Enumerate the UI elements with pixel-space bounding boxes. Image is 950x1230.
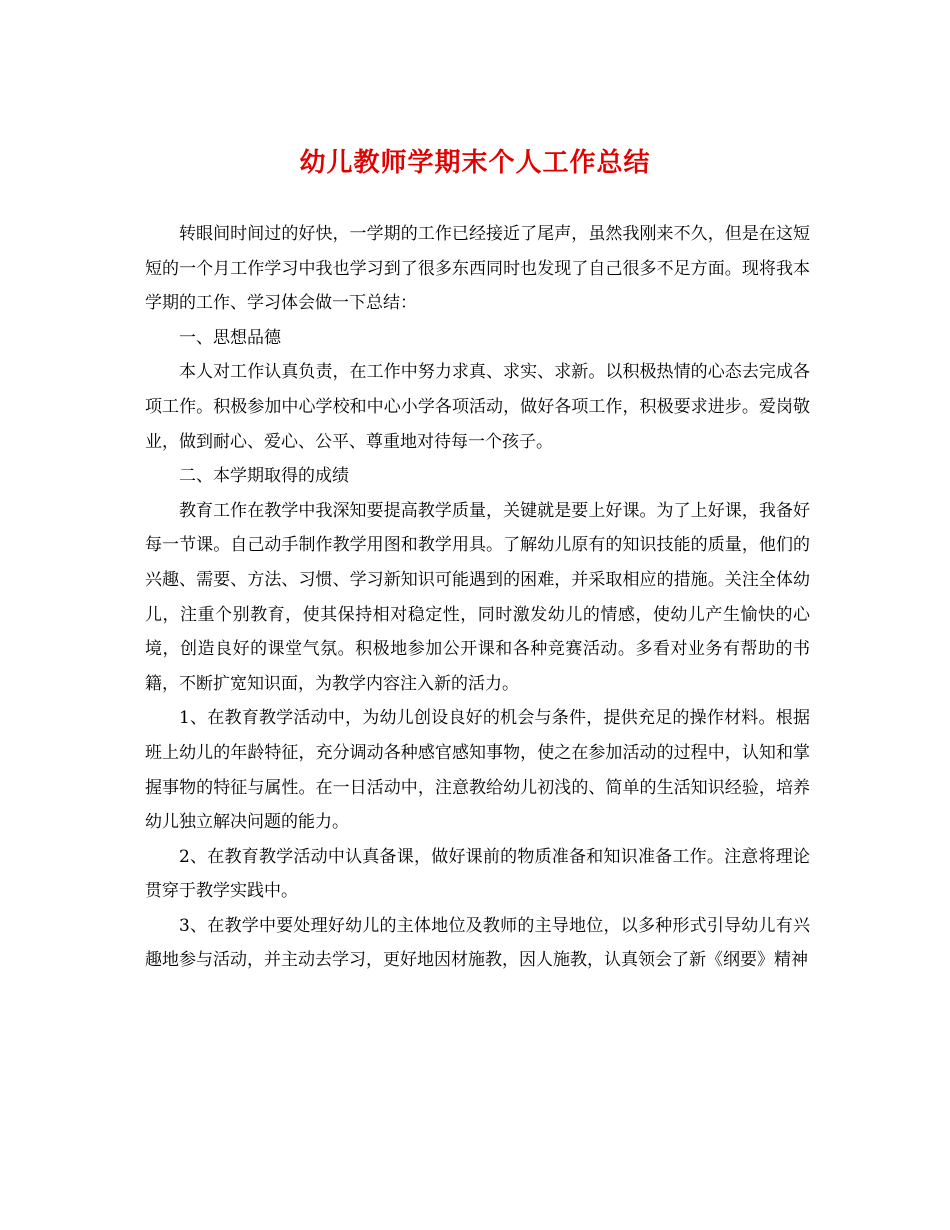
paragraph-ideology: 本人对工作认真负责，在工作中努力求真、求实、求新。以积极热情的心态去完成各项工作。积极参加中心学校和中心小学各项活动，做好各项工作，积极要求进步。爱岗敬业，做到耐心、爱心、公平、尊重地对待每一个孩子。	[145, 362, 810, 452]
paragraph-teaching: 教育工作在教学中我深知要提高教学质量，关键就是要上好课。为了上好课，我备好每一节课。自己动手制作教学用图和教学用具。了解幼儿原有的知识技能的质量，他们的兴趣、需要、方法、习惯、学习新知识可能遇到的困难，并采取相应的措施。关注全体幼儿，注重个别教育，使其保持相对稳定性，同时激发幼儿的情感，使幼儿产生愉快的心境，创造良好的课堂气氛。积极地参加公开课和各种竞赛活动。多看对业务有帮助的书籍，不断扩宽知识面，为教学内容注入新的活力。	[145, 500, 810, 694]
paragraph-point-1: 1、在教育教学活动中，为幼儿创设良好的机会与条件，提供充足的操作材料。根据班上幼儿的年龄特征，充分调动各种感官感知事物，使之在参加活动的过程中，认知和掌握事物的特征与属性。在一日活动中，注意教给幼儿初浅的、简单的生活知识经验，培养幼儿独立解决问题的能力。	[145, 708, 810, 833]
document-title: 幼儿教师学期末个人工作总结	[299, 148, 651, 178]
paragraph-point-3: 3、在教学中要处理好幼儿的主体地位及教师的主导地位，以多种形式引导幼儿有兴趣地参与活动，并主动去学习，更好地因材施教，因人施教，认真领会了新《纲要》精神	[145, 915, 810, 971]
paragraph-point-2: 2、在教育教学活动中认真备课，做好课前的物质准备和知识准备工作。注意将理论贯穿于教学实践中。	[145, 846, 810, 902]
document-body	[145, 217, 810, 978]
section-heading-achievements: 二、本学期取得的成绩	[179, 466, 349, 487]
paragraph-intro: 转眼间时间过的好快，一学期的工作已经接近了尾声，虽然我刚来不久，但是在这短短的一个月工作学习中我也学习到了很多东西同时也发现了自己很多不足方面。现将我本学期的工作、学习体会做一下总结：	[145, 224, 810, 314]
section-heading-ideology: 一、思想品德	[179, 327, 281, 348]
